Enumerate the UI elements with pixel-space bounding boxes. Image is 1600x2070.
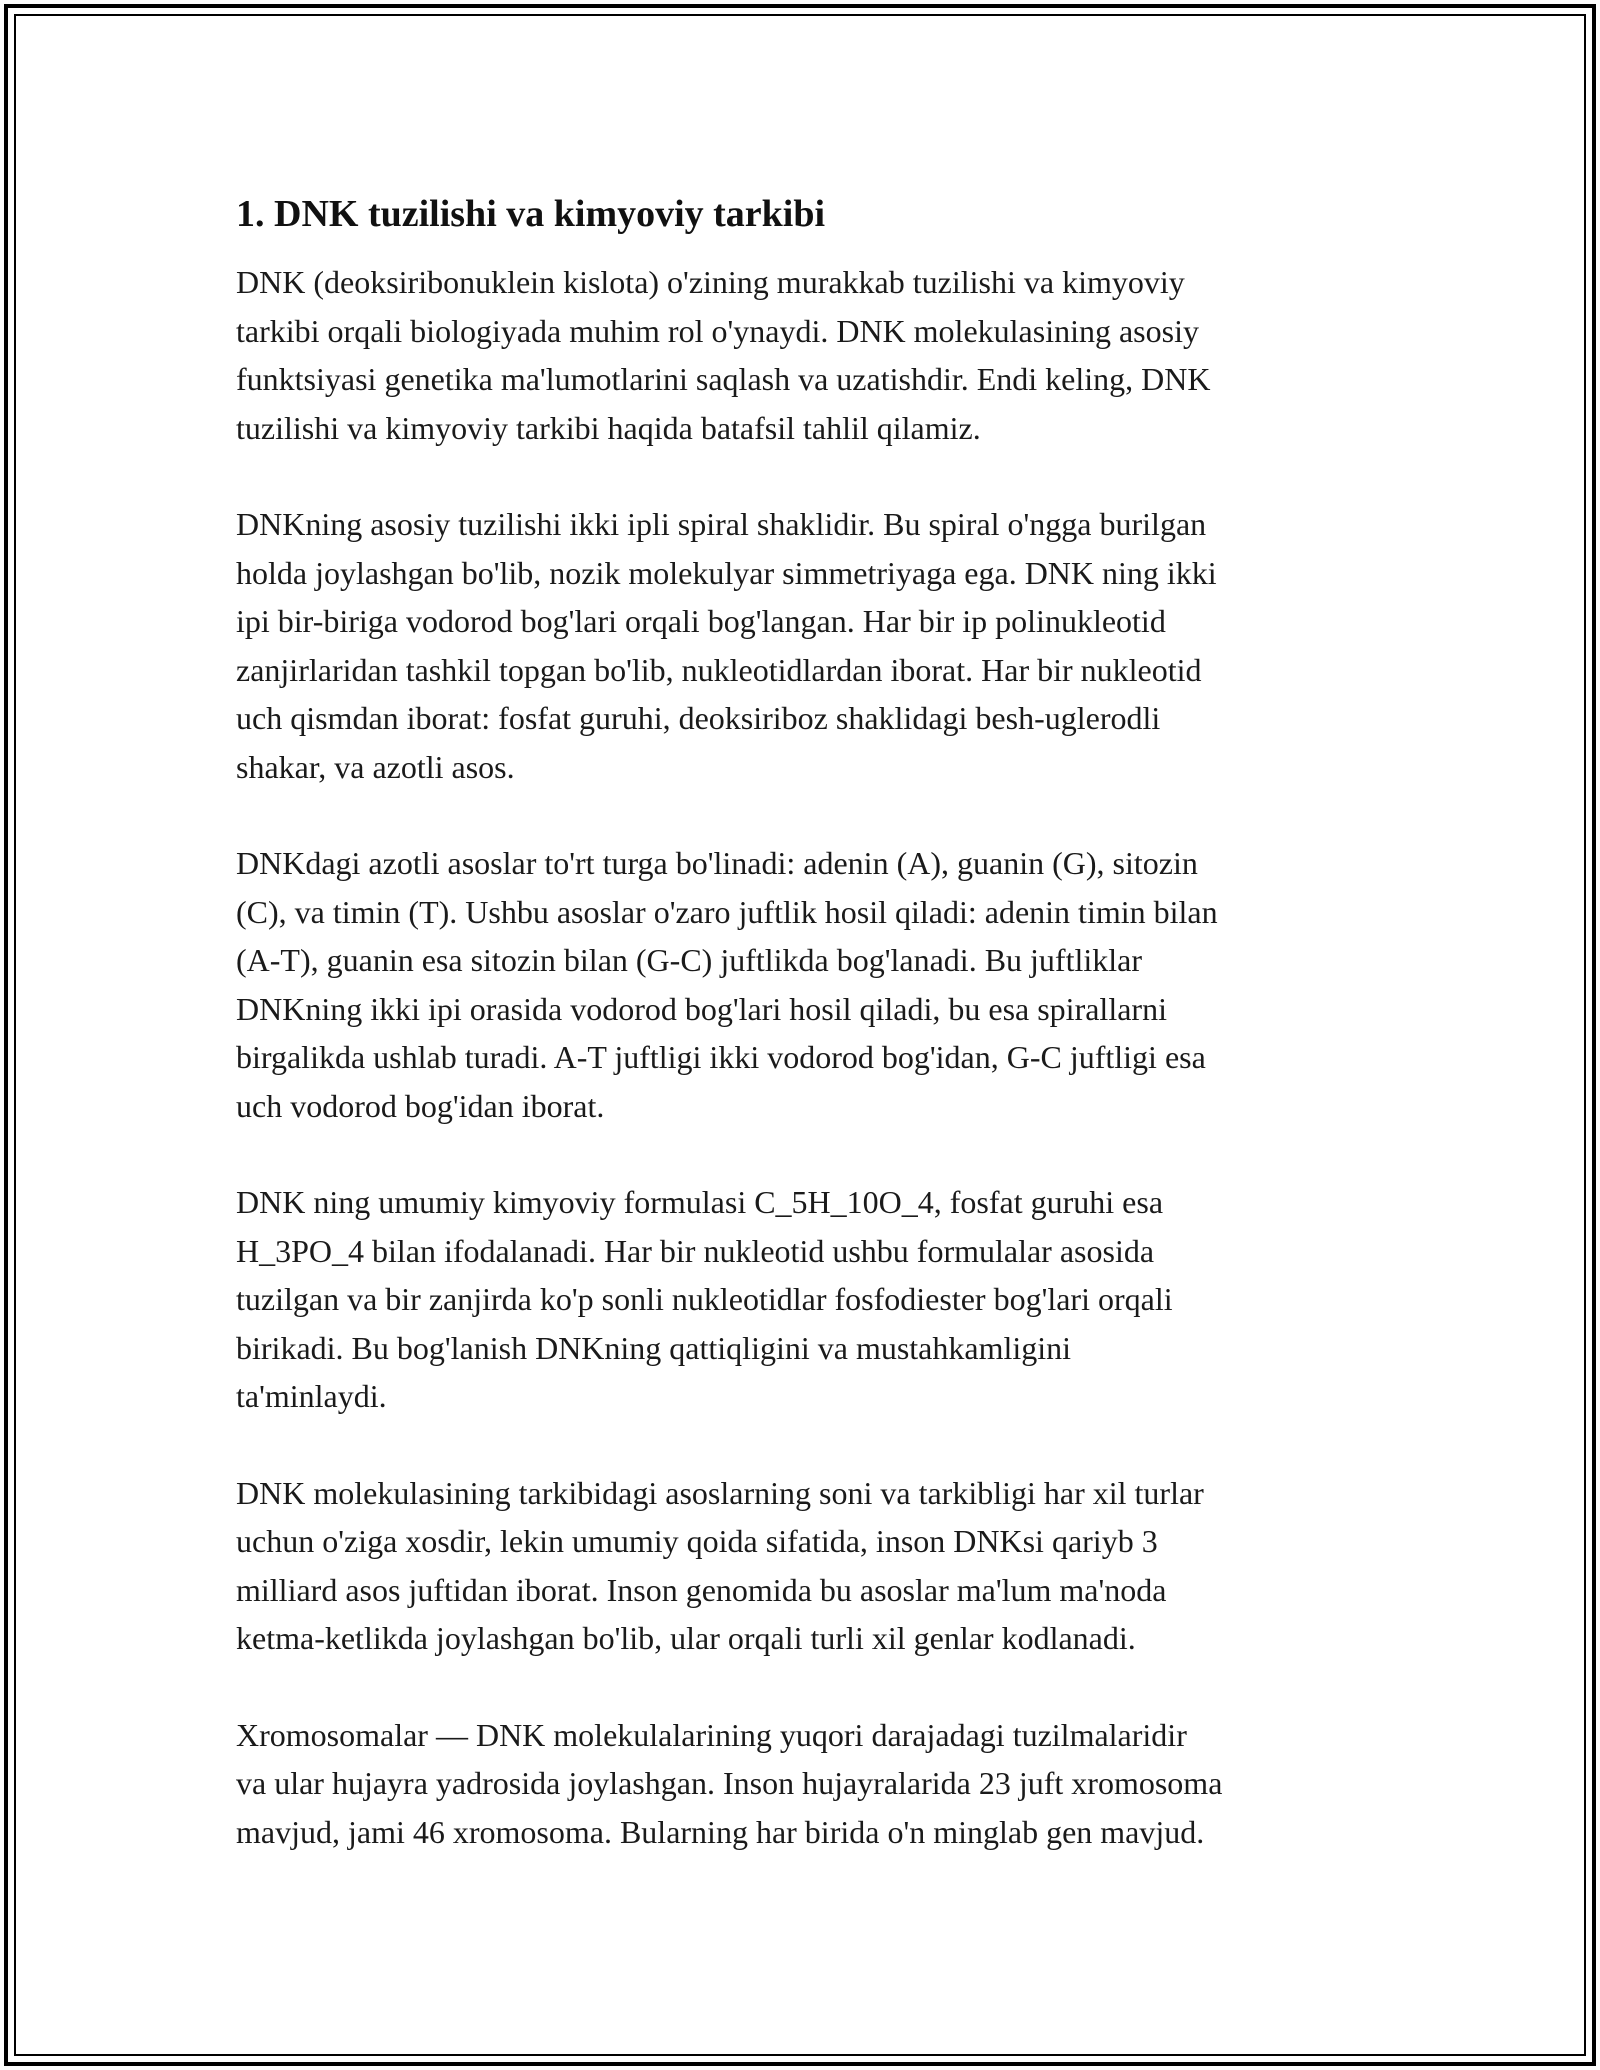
paragraph-line: birikadi. Bu bog'lanish DNKning qattiqligini va mustahkamligini (236, 1329, 1072, 1366)
paragraph-line: tarkibi orqali biologiyada muhim rol o'ynaydi. DNK molekulasining asosiy (236, 312, 1199, 349)
paragraph (236, 258, 1376, 452)
paragraph (236, 1469, 1376, 1663)
paragraph (236, 500, 1376, 791)
paragraph-line: tuzilishi va kimyoviy tarkibi haqida batafsil tahlil qilamiz. (236, 409, 981, 446)
paragraph-line: funktsiyasi genetika ma'lumotlarini saqlash va uzatishdir. Endi keling, DNK (236, 361, 1211, 397)
paragraph (236, 839, 1376, 1130)
paragraph-line: birgalikda ushlab turadi. A-T juftligi ikki vodorod bog'idan, G-C juftligi esa (236, 1039, 1206, 1075)
paragraph-line: ketma-ketlikda joylashgan bo'lib, ular orqali turli xil genlar kodlanadi. (236, 1620, 1136, 1656)
paragraph-line: milliard asos juftidan iborat. Inson genomida bu asoslar ma'lum ma'noda (236, 1571, 1167, 1608)
paragraph-line: DNKning ikki ipi orasida vodorod bog'lari hosil qiladi, bu esa spirallarni (236, 990, 1167, 1027)
paragraph-line: ta'minlaydi. (236, 1378, 387, 1414)
paragraph-line: Xromosomalar — DNK molekulalarining yuqori darajadagi tuzilmalaridir (236, 1716, 1187, 1753)
paragraph-line: uch qismdan iborat: fosfat guruhi, deoksiriboz shaklidagi besh-uglerodli (236, 700, 1161, 736)
paragraph-line: tuzilgan va bir zanjirda ko'p sonli nukleotidlar fosfodiester bog'lari orqali (236, 1281, 1173, 1317)
paragraph-line: DNK ning umumiy kimyoviy formulasi C_5H_10O_4, fosfat guruhi esa (236, 1184, 1164, 1220)
paragraph-line: H_3PO_4 bilan ifodalanadi. Har bir nukleotid ushbu formulalar asosida (236, 1232, 1155, 1269)
paragraph-line: (C), va timin (T). Ushbu asoslar o'zaro juftlik hosil qiladi: adenin timin bilan (236, 893, 1218, 930)
paragraph-line: uch vodorod bog'idan iborat. (236, 1087, 605, 1124)
paragraph (236, 1711, 1376, 1857)
paragraph-line: DNKdagi azotli asoslar to'rt turga bo'linadi: adenin (A), guanin (G), sitozin (236, 845, 1198, 881)
paragraph-line: va ular hujayra yadrosida joylashgan. Inson hujayralarida 23 juft xromosoma (236, 1765, 1223, 1801)
paragraph-line: zanjirlaridan tashkil topgan bo'lib, nukleotidlardan iborat. Har bir nukleotid (236, 651, 1202, 688)
document-body (236, 188, 1376, 1904)
paragraph-line: uchun o'ziga xosdir, lekin umumiy qoida sifatida, inson DNKsi qariyb 3 (236, 1523, 1158, 1559)
paragraph-line: ipi bir-biriga vodorod bog'lari orqali bog'langan. Har bir ip polinukleotid (236, 603, 1166, 639)
paragraph-list (236, 258, 1376, 1856)
paragraph-line: shakar, va azotli asos. (236, 748, 515, 785)
section-heading: 1. DNK tuzilishi va kimyoviy tarkibi (236, 193, 826, 235)
paragraph-line: holda joylashgan bo'lib, nozik molekulyar simmetriyaga ega. DNK ning ikki (236, 554, 1217, 591)
paragraph-line: mavjud, jami 46 xromosoma. Bularning har birida o'n minglab gen mavjud. (236, 1813, 1205, 1850)
paragraph-line: DNK (deoksiribonuklein kislota) o'zining murakkab tuzilishi va kimyoviy (236, 264, 1185, 300)
paragraph-line: (A-T), guanin esa sitozin bilan (G-C) juftlikda bog'lanadi. Bu juftliklar (236, 942, 1142, 978)
paragraph-line: DNKning asosiy tuzilishi ikki ipli spiral shaklidir. Bu spiral o'ngga burilgan (236, 506, 1207, 542)
paragraph (236, 1178, 1376, 1421)
paragraph-line: DNK molekulasining tarkibidagi asoslarning soni va tarkibligi har xil turlar (236, 1474, 1204, 1511)
